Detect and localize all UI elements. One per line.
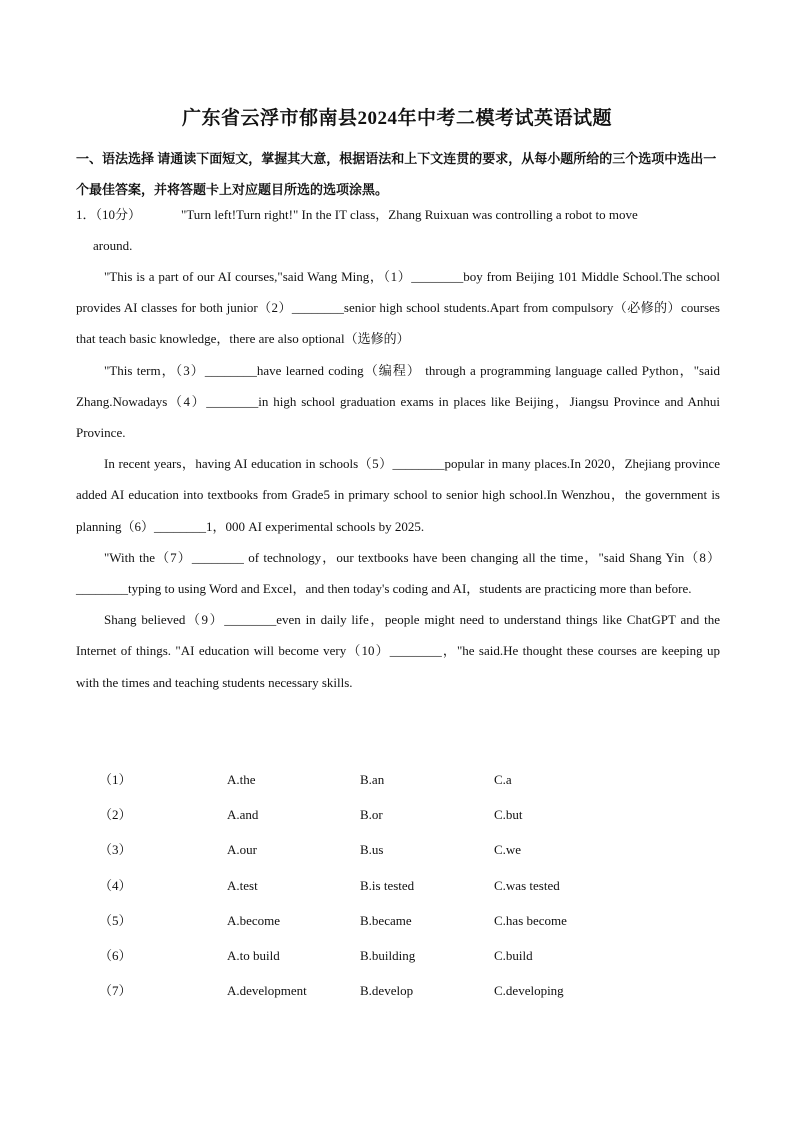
option-number: （1） — [99, 772, 132, 787]
passage-paragraph: "With the（7）________ of technology，our textbooks have been changing all the time，"said Shang Yin（8）________typing to using Word and Excel，and then today's coding and AI，students are practicing more than before. — [76, 549, 720, 597]
passage — [76, 261, 720, 698]
option-row — [76, 762, 720, 797]
option-row — [76, 797, 720, 832]
option-row — [76, 868, 720, 903]
passage-paragraph: "This is a part of our AI courses,"said Wang Ming，（1）________boy from Beijing 101 Middle School.The school provides AI classes for both junior（2）________senior high school students.Apart from compulsory（必修的）courses that teach basic knowledge，there are also optional（选修的） — [76, 269, 720, 347]
option-row — [76, 973, 720, 1008]
passage-paragraph: Shang believed（9）________even in daily life，people might need to understand things like ChatGPT and the Internet of things. "AI education will become very（10）________，"he said.He thought these courses are keeping up with the times and teaching students necessary skills. — [76, 612, 720, 690]
option-row — [76, 938, 720, 973]
option-c: C.but — [494, 807, 523, 823]
option-c: C.has become — [494, 912, 567, 928]
question-intro: "Turn left!Turn right!" In the IT class，Zhang Ruixuan was controlling a robot to move — [181, 207, 638, 222]
option-a: A.become — [227, 912, 281, 928]
option-a: A.development — [227, 983, 307, 999]
option-c: C.was tested — [494, 877, 560, 893]
option-c: C.build — [494, 947, 533, 963]
option-a: A.to build — [227, 947, 280, 963]
option-number: （2） — [99, 807, 132, 823]
option-number: （4） — [99, 877, 132, 893]
option-b: B.is tested — [360, 877, 415, 893]
option-row — [76, 903, 720, 938]
section-instructions: 一、语法选择 请通读下面短文，掌握其大意，根据语法和上下文连贯的要求，从每小题所给的三个选项中选出一个最佳答案，并将答题卡上对应题目所选的选项涂黑。 — [76, 151, 717, 197]
option-number: （5） — [99, 912, 132, 928]
question-intro-continued: around. — [93, 238, 133, 253]
option-number: （6） — [99, 947, 132, 963]
option-a: A.our — [227, 842, 257, 858]
option-c: C.developing — [494, 983, 564, 999]
option-a: A.the — [227, 772, 256, 787]
option-b: B.building — [360, 947, 416, 963]
page-title: 广东省云浮市郁南县2024年中考二模考试英语试题 — [181, 108, 612, 129]
option-a: A.and — [227, 807, 259, 823]
question-number: 1．（10分） — [76, 207, 142, 222]
option-b: B.us — [360, 842, 384, 858]
option-c: C.we — [494, 842, 522, 858]
passage-paragraph: In recent years，having AI education in schools（5）________popular in many places.In 2020，Zhejiang province added AI education into textbooks from Grade5 in primary school to senior high school.In Wenzhou，the government is planning（6）________1，000 AI experimental schools by 2025. — [76, 456, 720, 534]
passage-paragraph: "This term，（3）________have learned coding（编程） through a programming language called Python，"said Zhang.Nowadays（4）________in high school graduation exams in places like Beijing，Jiangsu Province and Anhui Province. — [76, 362, 720, 441]
option-b: B.became — [360, 912, 412, 928]
option-row — [76, 832, 720, 867]
options-table — [76, 762, 720, 1008]
option-b: B.develop — [360, 983, 414, 999]
option-a: A.test — [227, 877, 258, 893]
option-number: （7） — [99, 983, 132, 999]
option-b: B.an — [360, 772, 385, 787]
option-b: B.or — [360, 807, 383, 823]
option-c: C.a — [494, 772, 512, 787]
question-header — [76, 199, 720, 261]
option-number: （3） — [99, 842, 132, 858]
